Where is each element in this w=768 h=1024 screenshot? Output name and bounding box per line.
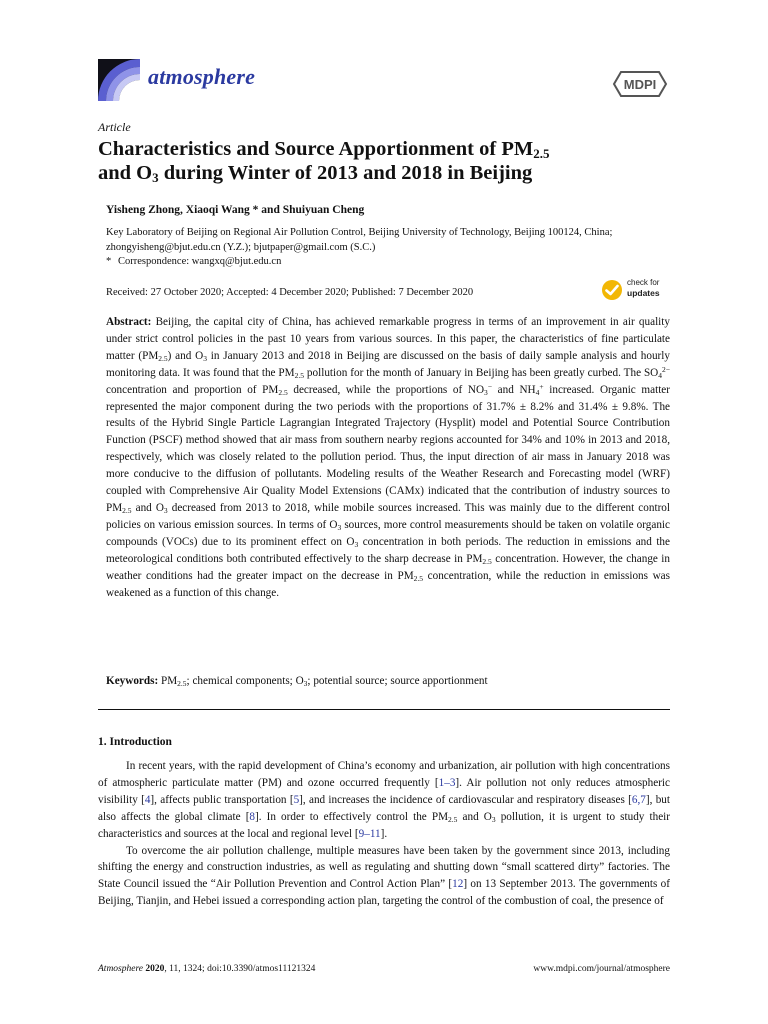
introduction-body xyxy=(98,758,670,910)
journal-name: atmosphere xyxy=(148,64,256,89)
citation-link[interactable]: 8 xyxy=(249,810,256,823)
citation-link[interactable]: 12 xyxy=(452,878,464,891)
check-updates-label: check for updates xyxy=(627,278,660,298)
citation-link[interactable]: 5 xyxy=(293,793,300,806)
citation-link[interactable]: 1–3 xyxy=(438,776,456,789)
citation-link[interactable]: 6,7 xyxy=(631,793,646,806)
mdpi-logo-icon xyxy=(611,69,669,99)
correspondence: * Correspondence: wangxq@bjut.edu.cn xyxy=(106,256,282,267)
article-type: Article xyxy=(98,120,131,134)
journal-url-link[interactable]: www.mdpi.com/journal/atmosphere xyxy=(533,964,670,974)
abstract: Abstract: Beijing, the capital city of China, has achieved remarkable progress in terms of an improvement in air quality under strict control policies in the past 10 years from various sources. In this paper, the characteristics of fine particulate matter $(PM_{2.5})$ and $O_3$ in January 2013 and 2018 in Beijing are discussed on the basis of daily sample analysis and hourly monitoring data. It was found that the $PM_{2.5}$ pollution for the month of January in Beijing has been greatly curbed. The $SO_4^{2-}$ concentration and proportion of $PM_{2.5}$ decreased, while the proportions of $NO_3^-$ and $NH_4^+$ increased. Organic matter represented the major component during the two periods with the proportions of 31.7% ± 8.2% and 31.4% ± 9.8%. The results of the Hybrid Single Particle Lagrangian Integrated Trajectory (Hysplit) model and Potential Source Contribution Function (PSCF) method showed that air mass from southern nearby regions accounted for 34% and 10% in 2013 and 2018, respectively, which was closely related to the pollution period. Thus, the input direction of air mass in January 2018 was more conducive to the diffusion of pollutants. Modeling results of the Weather Research and Forecasting model (WRF) coupled with Comprehensive Air Quality Model Extensions (CAMx) indicated that the contribution of industry sources to $PM_{2.5}$ and $O_3$ decreased from 2013 to 2018, while mobile sources increased. This was mainly due to the different control policies on various emission sources. In terms of $O_3$ sources, more control measurements should be taken on volatile organic compounds (VOCs) due to its prominent effect on $O_3$ concentration in both periods. The reduction in emissions and the meteorological conditions both contributed effectively to the sharp decrease in $PM_{2.5}$ concentration. However, the change in weather conditions had the greater impact on the decrease in $PM_{2.5}$ concentration, while the reduction in emissions was weakened as a function of this change. xyxy=(106,316,671,599)
check-updates-icon xyxy=(601,279,623,301)
citation-link[interactable]: 4 xyxy=(144,793,151,806)
citation-footer: Atmosphere 2020, 11, 1324; doi:10.3390/atmos11121324 xyxy=(98,964,316,974)
affiliation: Key Laboratory of Beijing on Regional Air Pollution Control, Beijing University of Technology, Beijing 100124, China; zhongyisheng@bjut.edu.cn (Y.Z.); bjutpaper@gmail.com (S.C.) xyxy=(106,227,613,253)
paragraph: To overcome the air pollution challenge, multiple measures have been taken by the government since 2013, including shifting the energy and construction industries, as well as regulating and shutting down “small scattered dirty” factories. The State Council issued the “Air Pollution Prevention and Control Action Plan” [12] on 13 September 2013. The governments of Beijing, Tianjin, and Hebei issued a corresponding action plan, targeting the control of the combustion of coal, the presence of xyxy=(98,844,670,908)
check-for-updates-button[interactable] xyxy=(601,276,673,304)
section-heading: 1. Introduction xyxy=(98,736,172,748)
citation-link[interactable]: 9–11 xyxy=(358,827,381,840)
author-list: Yisheng Zhong, Xiaoqi Wang * and Shuiyuan Cheng xyxy=(106,204,365,216)
paragraph: In recent years, with the rapid development of China’s economy and urbanization, air pollution with high concentrations of atmospheric particulate matter (PM) and ozone occurred frequently [1–3]. Air pollution not only reduces atmospheric visibility [4], affects public transportation [5], and increases the incidence of cardiovascular and respiratory diseases [6,7], but also affects the global climate [8]. In order to effectively control the $PM_{2.5}$ and $O_3$ pollution, it is urgent to study their characteristics and sources at the local and regional level [9–11]. xyxy=(98,760,671,840)
mdpi-logo-text: MDPI xyxy=(623,77,657,92)
paper-title: Characteristics and Source Apportionment of $PM_{2.5}$ and $O_3$ during Winter of 2013 and 2018 in Beijing xyxy=(98,138,550,185)
keywords: Keywords: $PM_{2.5}$; chemical components; $O_3$; potential source; source apportionment xyxy=(106,675,488,688)
journal-logo-icon xyxy=(98,59,140,101)
publication-dates: Received: 27 October 2020; Accepted: 4 December 2020; Published: 7 December 2020 xyxy=(106,287,474,298)
section-divider xyxy=(98,709,670,710)
